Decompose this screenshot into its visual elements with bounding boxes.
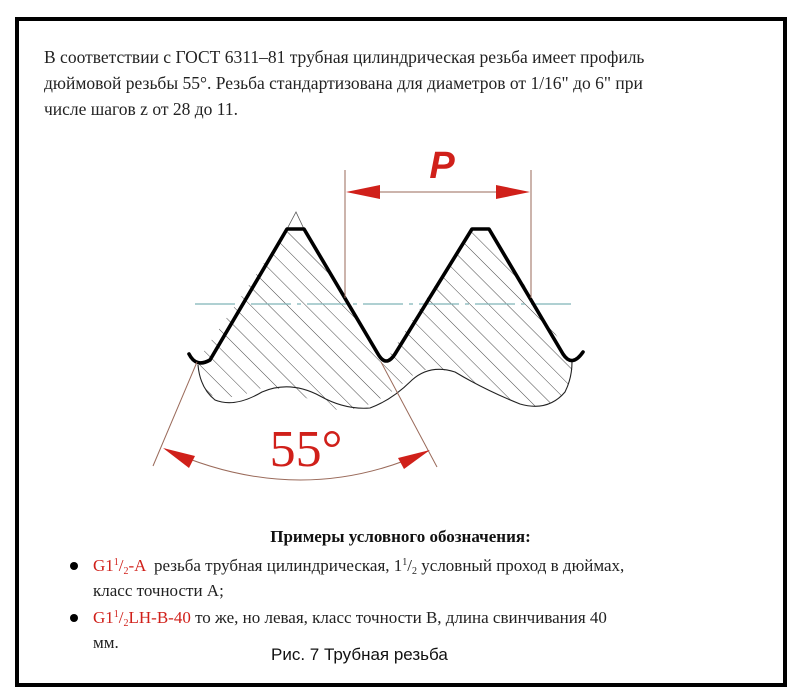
intro-line-3: числе шагов z от 28 до 11.: [44, 99, 238, 119]
item-text-line2: класс точности А;: [93, 581, 224, 600]
item-text: то же, но левая, класс точности В, длина свинчивания 40: [190, 608, 607, 627]
pitch-label: P: [429, 145, 455, 187]
sharp-apex-outline: [287, 212, 304, 229]
designation-code: $G1^1/_2LH-B-40$: [93, 608, 191, 629]
fraction: $^1/_2$: [402, 556, 418, 577]
intro-line-1: В соответствии с ГОСТ 6311–81 трубная цилиндрическая резьба имеет профиль: [44, 47, 645, 67]
bullet-icon: [70, 562, 78, 570]
item-text-line2: мм.: [93, 633, 119, 652]
list-item: [64, 553, 764, 603]
examples-heading: Примеры условного обозначения:: [270, 527, 531, 546]
designation-code: $G1^1/_2-A$: [93, 556, 146, 577]
figure-caption: Рис. 7 Трубная резьба: [271, 645, 448, 664]
hatched-section: [198, 229, 572, 410]
examples-list: [64, 553, 764, 657]
intro-line-2: дюймовой резьбы 55°. Резьба стандартизована для диаметров от 1/16" до 6" при: [44, 73, 643, 93]
item-text-cont: условный проход в дюймах,: [417, 556, 625, 575]
item-text: резьба трубная цилиндрическая, 1: [145, 556, 403, 575]
bullet-icon: [70, 614, 78, 622]
angle-label: 55°: [269, 421, 343, 478]
